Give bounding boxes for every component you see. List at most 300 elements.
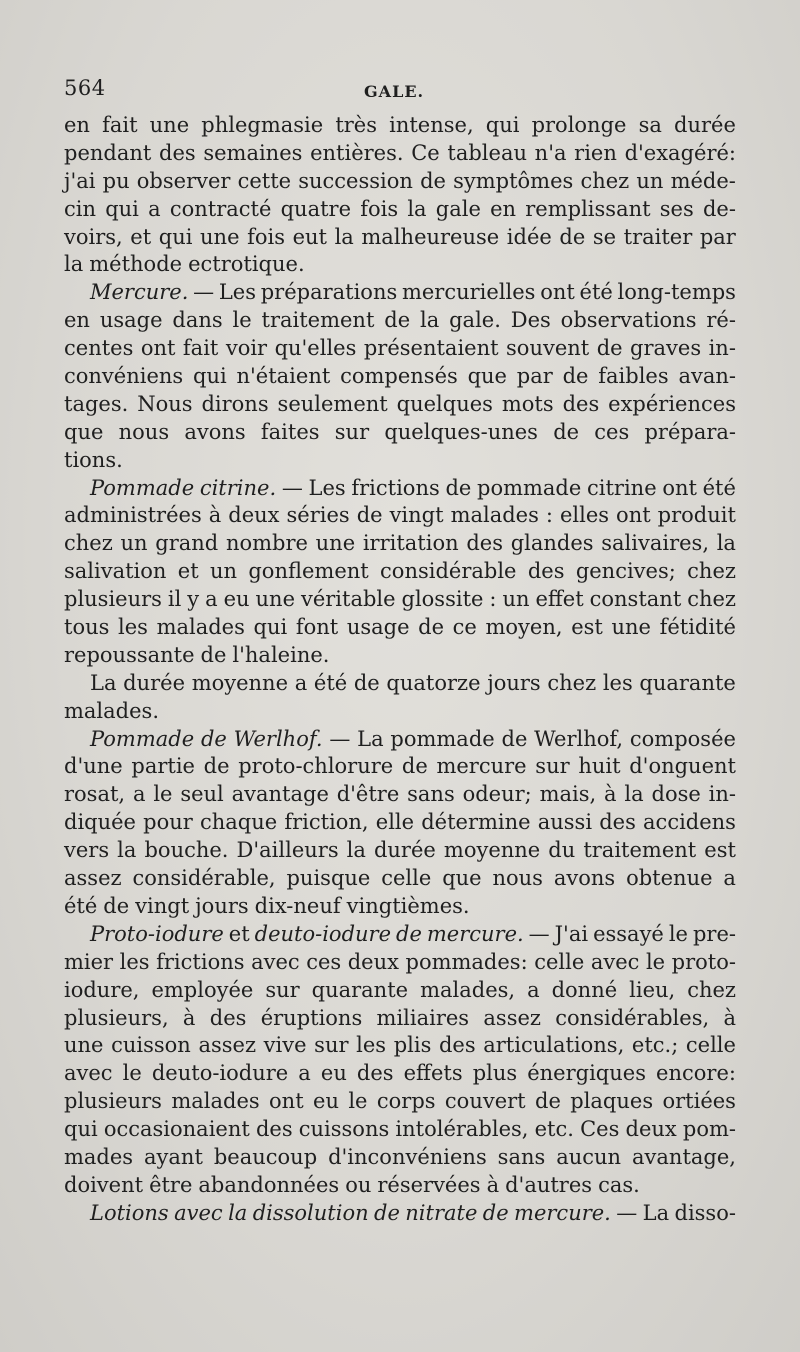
word: malades [450,503,539,528]
word: y [187,587,200,612]
word: eut [292,224,327,249]
word: ce [452,615,477,640]
word: D'ailleurs [236,838,339,863]
word: de [384,308,411,333]
word: une [200,224,240,249]
word: été [64,893,98,918]
word: assez [64,866,122,891]
word: usage [346,615,410,640]
word: le [153,782,173,807]
word: voir [225,336,268,361]
word: de [200,726,227,751]
word: détermine [421,810,531,835]
text-line [64,977,736,1005]
text-line [64,391,736,419]
text-line [64,224,736,252]
word: pu [102,168,130,193]
word: beaucoup [213,1144,318,1169]
text-line [64,837,736,865]
word: présentaient [363,336,499,361]
word: cette [237,168,292,193]
word: nous [118,419,170,444]
word: — [281,475,303,500]
word: ont [616,503,651,528]
word: quelques [396,391,493,416]
word: de [445,475,472,500]
word: semaines [203,140,303,165]
word: a [205,587,218,612]
word: elles [559,503,610,528]
text-line [64,642,736,670]
word: cuisson [111,1033,191,1058]
word: Pommade [90,726,195,751]
word: il [167,587,182,612]
word: observer [136,168,231,193]
word: de- [702,196,736,221]
text-line [64,530,736,558]
word: — [528,921,550,946]
word: sur [334,419,370,444]
word: proto-chlorure [238,754,394,779]
word: produit [657,503,736,528]
text-line [64,949,736,977]
word: un [120,531,148,556]
word: mercurielles [401,280,536,305]
word: traitement [261,308,375,333]
word: etc. [534,1117,574,1142]
word: véritable [300,587,396,612]
word: a [294,670,308,695]
page-number: 564 [64,76,106,100]
word: composée [629,726,736,751]
word: durée [674,113,736,137]
word: mier [64,949,114,974]
word: a [723,866,736,891]
word: se [592,224,617,249]
word: malheureuse [361,224,500,249]
word: glossite [401,587,484,612]
word: frictions [156,949,245,974]
word: deuto-iodure [254,921,392,946]
word: des [599,810,636,835]
word: effets [403,1061,463,1086]
word: d'onguent [629,754,736,779]
word: ré- [706,308,736,333]
word: l'haleine. [232,642,330,667]
word: plus [472,1061,518,1086]
word: de [596,336,623,361]
word: jours [195,893,249,918]
word: usage [99,308,163,333]
word: de [535,1089,561,1114]
word: pendant [64,140,152,165]
word: en [64,308,90,333]
word: été [702,475,736,500]
word: d'autres [505,1172,593,1197]
word: ayant [144,1144,203,1169]
text-line [64,698,736,726]
word: cas. [598,1172,640,1197]
word: plusieurs, [64,1005,169,1030]
word: sur [265,977,300,1002]
word: dose [651,782,701,807]
text-line [64,251,736,279]
word: éruptions [260,1005,363,1030]
word: couvert [444,1089,526,1114]
word: et [130,224,152,249]
word: vingt [389,503,444,528]
word: pom- [682,1117,736,1142]
word: sur [314,1033,349,1058]
word: est [571,615,603,640]
word: friction, [284,810,369,835]
text-line [64,363,736,391]
text-line [64,1005,736,1033]
word: deux [228,503,280,528]
word: : [545,503,553,528]
word: que [64,419,104,444]
word: etc.; [631,1033,679,1058]
word: assez [483,1005,541,1030]
text-line [64,475,736,503]
word: pour [143,810,193,835]
word: Mercure. [90,280,189,305]
word: deux [625,1117,677,1142]
word: et [177,559,199,584]
word: très [335,113,377,137]
word: Werlhof. [233,726,323,751]
word: Nous [137,391,193,416]
word: des [562,391,600,416]
word: fois [247,224,285,249]
word: intolérables, [395,1117,529,1142]
text-line [64,1116,736,1144]
word: les [602,670,633,695]
text-line [64,614,736,642]
word: qui [193,364,227,389]
word: de [482,1200,509,1225]
word: fait [182,336,219,361]
word: à [723,1005,736,1030]
word: in- [708,782,736,807]
word: de [420,168,446,193]
word: la [346,838,366,863]
text-line [64,921,736,949]
word: prolonge [531,113,627,137]
word: irritation [362,531,459,556]
word: ont [540,280,575,305]
word: un [502,587,530,612]
text-line [64,586,736,614]
word: considérable [380,559,517,584]
word: salivation [64,559,167,584]
word: lieu, [629,977,676,1002]
word: salivaires, [601,531,709,556]
word: d'une [64,754,123,779]
word: faites [260,419,320,444]
word: à [604,782,617,807]
word: a [132,782,146,807]
word: entières. [310,140,404,165]
word: deuto-iodure [151,1061,289,1086]
word: de [401,754,428,779]
word: nombre [225,531,308,556]
word: avons [184,419,246,444]
text-line [64,447,736,475]
word: le [122,1061,142,1086]
word: cuissons [298,1117,390,1142]
word: quarante [639,670,736,695]
word: faibles [598,364,669,389]
word: de [559,224,586,249]
word: dirons [201,391,269,416]
word: jours [487,670,541,695]
word: employée [151,977,254,1002]
word: Werlhof, [534,726,624,751]
word: séries [286,503,350,528]
word: d'inconvéniens [328,1144,487,1169]
word: quatorze [386,670,481,695]
word: durée [373,838,436,863]
text-line [64,1032,736,1060]
word: quatre [280,196,352,221]
word: symptômes [453,168,574,193]
word: essayé [593,921,664,946]
text-line [64,809,736,837]
word: rien [574,140,617,165]
word: une [315,531,356,556]
word: Pommade [90,475,195,500]
word: chez [687,559,736,584]
word: Les [218,280,256,305]
word: et [228,921,250,946]
word: traiter [623,224,693,249]
word: à [486,1172,500,1197]
word: de [501,726,528,751]
word: être [149,1172,193,1197]
word: énergiques [527,1061,646,1086]
word: frictions [351,475,440,500]
word: d'exagéré: [624,140,736,165]
text-line [64,1200,736,1228]
word: que [442,866,482,891]
word: la [117,838,137,863]
word: en [490,196,517,221]
word: — [329,726,351,751]
word: de [356,503,383,528]
word: encore: [656,1061,736,1086]
word: eu [313,1089,339,1114]
word: souvent [506,336,590,361]
word: sa [638,113,662,137]
word: pommade [477,475,582,500]
word: moyen, [485,615,563,640]
word: Ce [411,140,440,165]
word: fait [102,113,138,137]
word: fétidité [659,615,736,640]
word: gale. [449,308,501,333]
word: considérables, [555,1005,710,1030]
word: constant [589,587,682,612]
word: seulement [277,391,388,416]
word: gale [435,196,481,221]
word: avec [174,1200,223,1225]
text-line [64,1172,736,1200]
word: des [356,1061,394,1086]
word: un [209,559,238,584]
word: le [348,1089,368,1114]
word: contracté [169,196,272,221]
word: fois [360,196,399,221]
word: méthode [89,252,183,277]
word: font [295,615,339,640]
word: moyenne [443,838,541,863]
word: deux [347,949,399,974]
word: rosat, [64,782,126,807]
word: des [438,1033,476,1058]
word: chez [547,670,597,695]
word: expériences [608,391,736,416]
word: le [668,921,688,946]
text-line [64,893,736,921]
word: puisque [286,866,371,891]
word: la [407,196,427,221]
word: — [616,1200,638,1225]
word: la [420,308,440,333]
word: moyenne [191,670,289,695]
word: gonflement [248,559,369,584]
word: compensés [340,364,458,389]
word: ces [594,419,630,444]
word: qui [253,615,288,640]
word: avantage, [632,1144,736,1169]
word: avec [64,1061,113,1086]
word: traitement [583,838,697,863]
word: tions. [64,447,123,472]
word: le [645,949,666,974]
text-line [64,307,736,335]
word: grand [155,531,219,556]
word: partie [131,754,195,779]
word: La [90,670,117,695]
word: centes [64,336,134,361]
word: chez [580,168,630,193]
word: vers [64,838,110,863]
text-line [64,558,736,586]
word: celle [685,1033,736,1058]
word: de [374,1200,400,1225]
word: la [228,1200,248,1225]
word: chez [687,587,736,612]
word: Ces [580,1117,620,1142]
text-line [64,726,736,754]
word: cin [64,196,97,221]
word: des [209,1005,247,1030]
word: aussi [537,810,593,835]
word: chaque [199,810,278,835]
word: d'être [336,782,400,807]
word: idée [506,224,552,249]
word: par [699,224,736,249]
word: intense, [389,113,474,137]
word: obtenue [626,866,713,891]
word: sans [407,782,455,807]
word: vingtièmes. [346,893,470,918]
word: la [624,782,644,807]
word: des [255,1117,293,1142]
word: malades [171,1089,260,1114]
word: vingt [135,893,190,918]
word: Lotions [90,1200,169,1225]
word: La [642,1200,670,1225]
word: à [182,1005,196,1030]
word: malades [156,615,245,640]
word: ont [140,336,176,361]
word: observations [560,308,697,333]
text-line [64,419,736,447]
word: chez [64,531,113,556]
text-line [64,502,736,530]
text-line [64,168,736,196]
text-line [64,1144,736,1172]
word: long-temps [617,280,736,305]
word: des [527,559,565,584]
word: le [232,308,252,333]
word: prépara- [644,419,736,444]
word: j'ai [64,168,96,193]
word: chez [687,977,736,1002]
word: a [527,977,540,1002]
word: accidens [643,810,736,835]
word: in- [708,336,736,361]
word: a [298,1061,311,1086]
word: J'ai [554,921,589,946]
word: — [193,280,215,305]
word: en [64,113,90,137]
word: avantage [231,782,329,807]
word: à [208,503,222,528]
word: pre- [692,921,736,946]
word: mots [501,391,554,416]
word: eu [320,1061,347,1086]
word: malades. [64,698,159,723]
word: seul [180,782,224,807]
text-line [64,753,736,781]
word: succession [298,168,413,193]
word: par [516,364,553,389]
word: mercure. [514,1200,611,1225]
word: iodure, [64,977,140,1002]
word: corps [376,1089,436,1114]
word: ont [269,1089,304,1114]
word: ectrotique. [188,252,305,277]
text-line [64,670,736,698]
word: repoussante [64,642,195,667]
text-line [64,279,736,307]
word: sur [535,754,570,779]
word: tableau [447,140,527,165]
word: n'a [534,140,567,165]
word: que [467,364,507,389]
word: un [636,168,664,193]
word: celle [534,949,585,974]
word: durée [123,670,186,695]
word: avec [251,949,300,974]
word: elle [375,810,415,835]
text-line [64,140,736,168]
word: la [716,531,736,556]
word: qu'elles [274,336,357,361]
